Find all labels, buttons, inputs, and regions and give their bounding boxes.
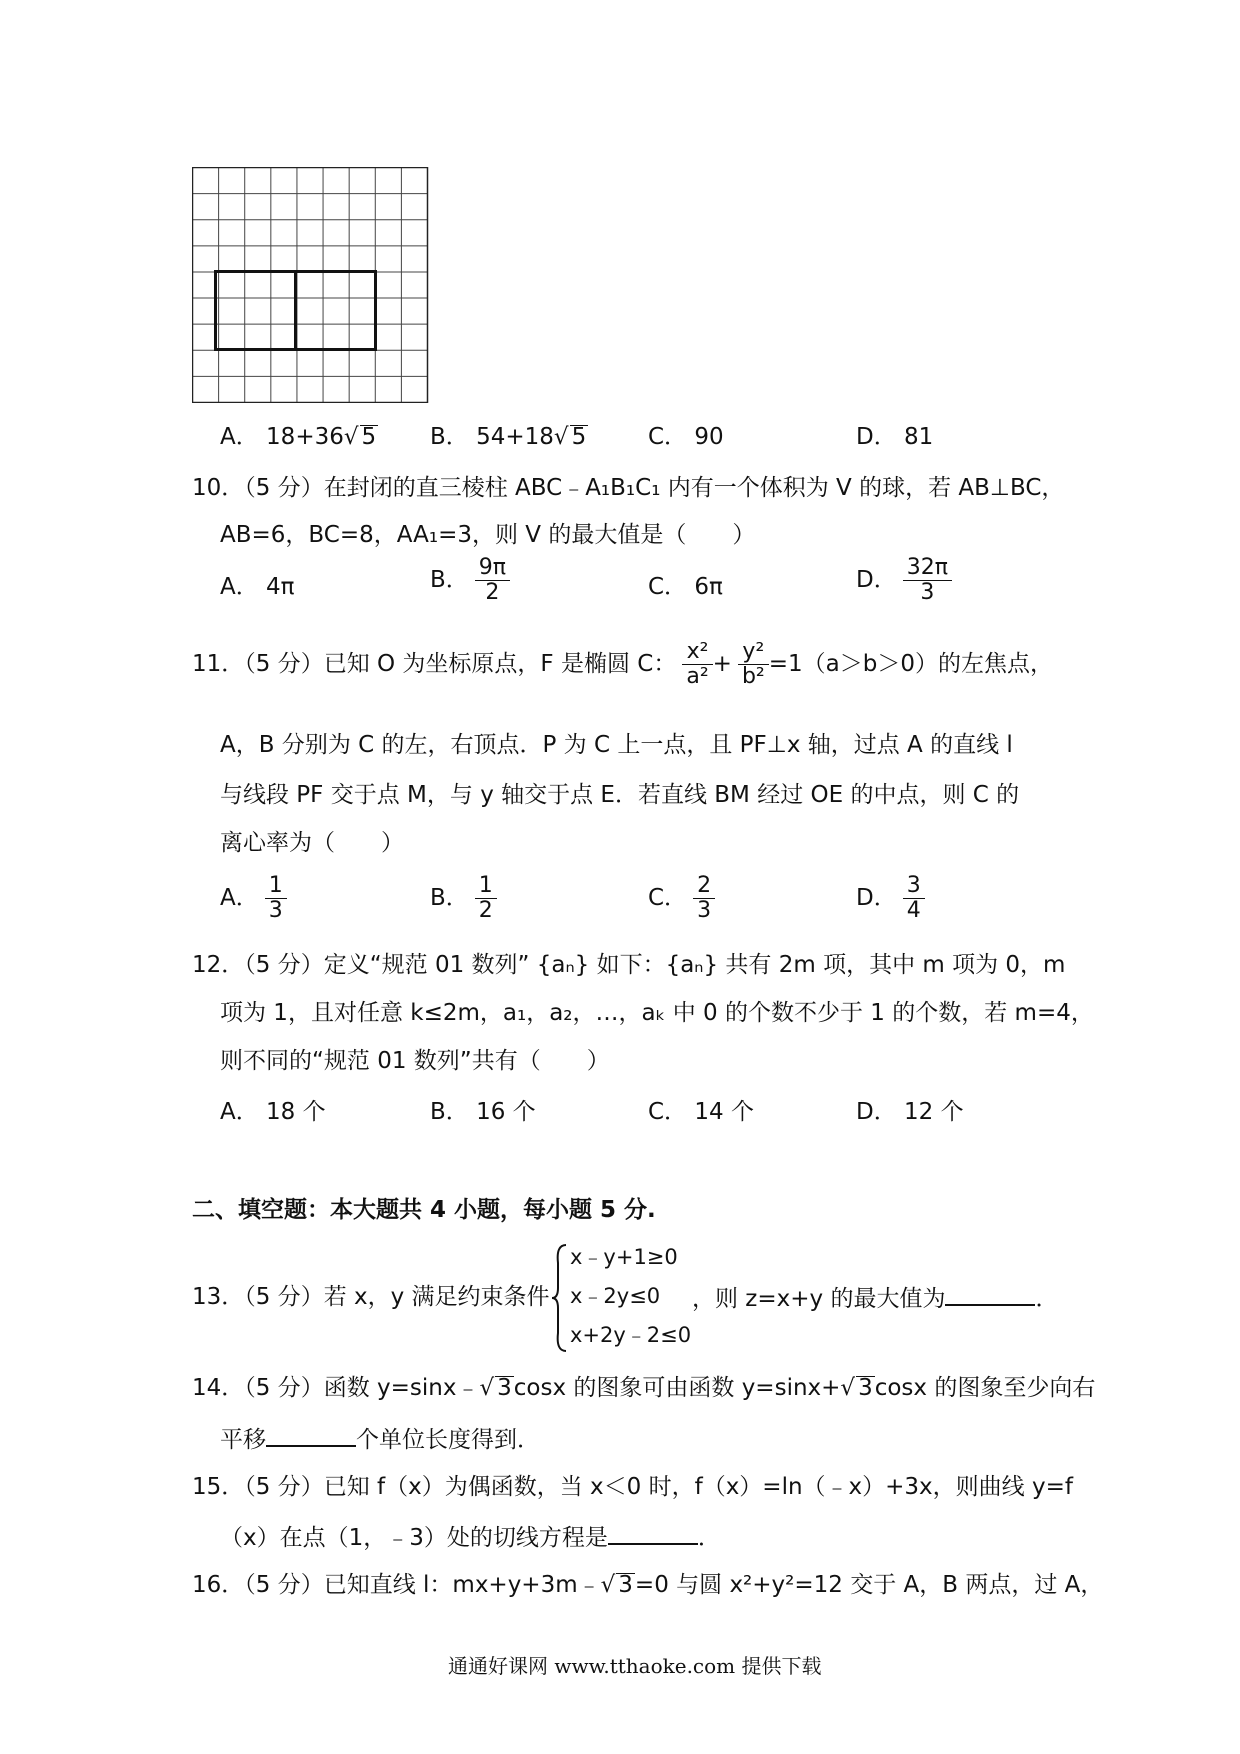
q10-option-c: C． 6π <box>648 574 723 600</box>
section-heading: 二、填空题：本大题共 4 小题，每小题 5 分. <box>192 1197 656 1223</box>
brace-icon <box>550 1243 568 1353</box>
q10-option-a: A． 4π <box>220 574 295 600</box>
q13-constraint-1: x﹣y+1≥0 <box>570 1245 678 1269</box>
q11-line2: A，B 分别为 C 的左，右顶点．P 为 C 上一点，且 PF⊥x 轴，过点 A 的直线 l <box>220 732 1013 758</box>
q12-option-c: C． 14 个 <box>648 1099 754 1125</box>
q10-option-d: D． $\frac{32\pi}{3}$ <box>856 556 952 605</box>
q13-constraint-3: x+2y﹣2≤0 <box>570 1323 692 1347</box>
q11-line1: 11．（5 分）已知 O 为坐标原点，F 是椭圆 C： $\frac{\text{x²}}{\text{a²}}$ + $\frac{\text{y²}}{\text{b²}}$ =1（a＞b＞0）的左焦点， <box>192 639 1053 689</box>
q14-answer-blank[interactable] <box>266 1423 356 1447</box>
q11-line4: 离心率为（ ） <box>220 830 404 856</box>
q13-constraint-2: x﹣2y≤0 <box>570 1284 661 1308</box>
left-rectangle <box>216 272 296 350</box>
q13-answer-blank[interactable] <box>945 1282 1035 1306</box>
q10-line1: 10．（5 分）在封闭的直三棱柱 ABC﹣A₁B₁C₁ 内有一个体积为 V 的球，若 AB⊥BC， <box>192 475 1065 501</box>
grid-border <box>193 168 428 403</box>
q13-prefix: 13．（5 分）若 x，y 满足约束条件 <box>192 1284 550 1310</box>
q16-line1: 16．（5 分）已知直线 l：mx+y+3m﹣√ 3=0 与圆 x²+y²=12 交于 A，B 两点，过 A， <box>192 1572 1104 1598</box>
q11-option-c: C． $\frac{2}{3}$ <box>648 874 715 923</box>
q11-option-b: B． $\frac{1}{2}$ <box>430 874 497 923</box>
q12-option-b: B． 16 个 <box>430 1099 536 1125</box>
grid-figure <box>192 167 432 403</box>
q9-option-a: A． 18+36√ 5 <box>220 424 377 450</box>
q12-line2: 项为 1，且对任意 k≤2m，a₁，a₂，…，aₖ 中 0 的个数不少于 1 的个数，若 m=4， <box>220 1000 1094 1026</box>
q12-option-a: A． 18 个 <box>220 1099 326 1125</box>
right-rectangle <box>296 272 376 350</box>
q9-option-d: D． 81 <box>856 424 934 450</box>
q11-option-a: A． $\frac{1}{3}$ <box>220 874 287 923</box>
q13-suffix: ，则 z=x+y 的最大值为 ． <box>692 1282 1058 1314</box>
q12-line3: 则不同的“规范 01 数列”共有（ ） <box>220 1048 610 1074</box>
q11-option-d: D． $\frac{3}{4}$ <box>856 874 925 923</box>
q15-line1: 15．（5 分）已知 f（x）为偶函数，当 x＜0 时，f（x）=ln（﹣x）+3x，则曲线 y=f <box>192 1474 1073 1500</box>
q12-option-d: D． 12 个 <box>856 1099 964 1125</box>
q10-option-b: B． $\frac{9\pi}{2}$ <box>430 556 510 605</box>
q15-answer-blank[interactable] <box>608 1521 698 1545</box>
q14-line2: 平移 个单位长度得到． <box>220 1423 540 1455</box>
q9-option-b: B． 54+18√ 5 <box>430 424 587 450</box>
grid-lines <box>193 168 428 403</box>
footer-text: 通通好课网 www.tthaoke.com 提供下载 <box>448 1654 822 1678</box>
q14-line1: 14．（5 分）函数 y=sinx﹣√ 3cosx 的图象可由函数 y=sinx+√ 3cosx 的图象至少向右 <box>192 1375 1096 1401</box>
q15-line2: （x）在点（1，﹣3）处的切线方程是 ． <box>220 1521 721 1553</box>
q12-line1: 12．（5 分）定义“规范 01 数列” {aₙ} 如下：{aₙ} 共有 2m 项，其中 m 项为 0，m <box>192 952 1066 978</box>
q11-line3: 与线段 PF 交于点 M，与 y 轴交于点 E．若直线 BM 经过 OE 的中点，则 C 的 <box>220 782 1020 808</box>
q9-option-c: C． 90 <box>648 424 724 450</box>
q10-line2: AB=6，BC=8，AA₁=3，则 V 的最大值是（ ） <box>220 522 756 548</box>
